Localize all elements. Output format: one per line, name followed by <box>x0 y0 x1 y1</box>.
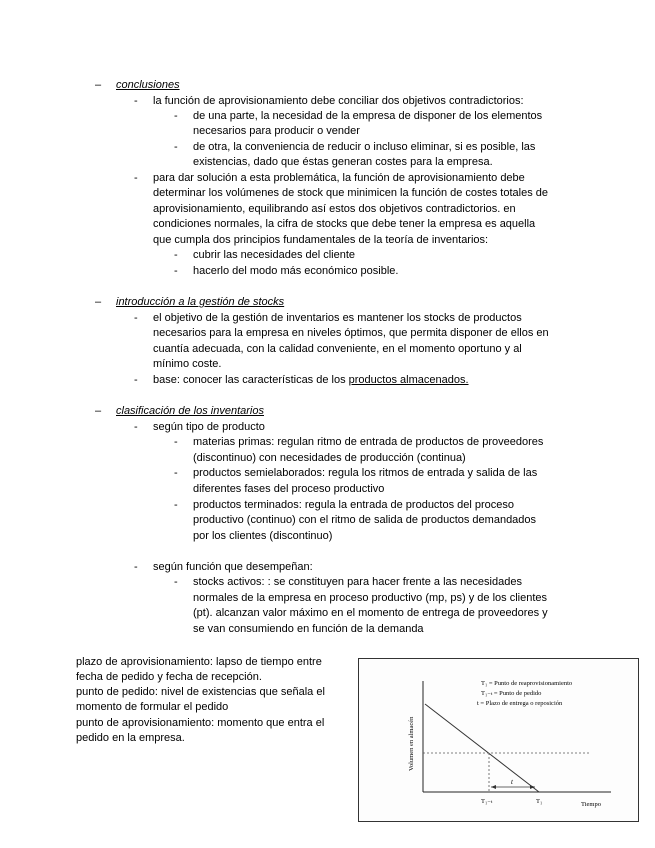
inventory-figure <box>358 658 639 822</box>
section-heading: clasificación de los inventarios <box>116 405 264 417</box>
legend-text: T₁₋ₜ = Punto de pedido <box>481 690 542 697</box>
definition-line: momento de formular el pedido <box>76 701 229 713</box>
list-item: cubrir las necesidades del cliente <box>193 249 356 261</box>
list-text: base: conocer las características de los <box>153 374 349 386</box>
list-item: normales de la empresa en proceso productivo (mp, ps) y de los clientes <box>193 592 548 604</box>
list-item: por los clientes (discontinuo) <box>193 530 333 542</box>
list-item: hacerlo del modo más económico posible. <box>193 265 399 277</box>
bullet-dash: - <box>174 436 178 448</box>
list-item: productos semielaborados: regula los ritmos de entrada y salida de las <box>193 467 538 479</box>
list-item: (pt). alcanzan valor máximo en el momento de entrega de proveedores y <box>193 607 548 619</box>
bullet-dash: - <box>134 374 138 386</box>
bullet-dash: - <box>174 249 178 261</box>
list-item: de otra, la conveniencia de reducir o incluso eliminar, si es posible, las <box>193 141 536 153</box>
definition-line: punto de pedido: nivel de existencias que señala el <box>76 686 325 698</box>
bullet-dash: - <box>134 312 138 324</box>
list-item: condiciones normales, la cifra de stocks que debe tener la empresa es aquella <box>153 218 536 230</box>
arrow-head <box>491 785 496 789</box>
list-item: (discontinuo) con necesidades de producción (continua) <box>193 452 466 464</box>
legend-text: t = Plazo de entrega o reposición <box>477 700 563 707</box>
productos-link[interactable]: productos almacenados. <box>348 374 469 386</box>
bullet-dash: - <box>134 95 138 107</box>
bullet-dash: - <box>174 110 178 122</box>
definition-line: pedido en la empresa. <box>76 732 185 744</box>
list-item <box>153 373 469 388</box>
bullet-dash: - <box>174 576 178 588</box>
list-item: necesarios para producir o vender <box>193 125 360 137</box>
bullet-dash: - <box>134 561 138 573</box>
list-item: mínimo coste. <box>153 358 222 370</box>
list-item: para dar solución a esta problemática, la función de aprovisionamiento debe <box>153 172 525 184</box>
bullet-dash: - <box>174 499 178 511</box>
list-item: la función de aprovisionamiento debe conciliar dos objetivos contradictorios: <box>153 95 524 107</box>
list-item: productivo (continuo) con el ritmo de salida de productos demandados <box>193 514 537 526</box>
list-item: según función que desempeñan: <box>153 561 313 573</box>
list-item: diferentes fases del proceso productivo <box>193 483 385 495</box>
list-item: existencias, dado que éstas generan costes para la empresa. <box>193 156 493 168</box>
list-item: de una parte, la necesidad de la empresa de disponer de los elementos <box>193 110 543 122</box>
list-item: el objetivo de la gestión de inventarios es mantener los stocks de productos <box>153 312 522 324</box>
bullet-dash: - <box>134 421 138 433</box>
list-item: necesarios para la empresa en niveles óptimos, que permita disponer de ellos en <box>153 327 549 339</box>
y-axis-label: Volumen en almacén <box>408 716 415 771</box>
list-item: materias primas: regulan ritmo de entrada de productos de proveedores <box>193 436 544 448</box>
x-axis-label: Tiempo <box>581 801 601 808</box>
definition-line: plazo de aprovisionamiento: lapso de tiempo entre <box>76 656 322 668</box>
tick-label: T₁ <box>536 798 543 805</box>
bullet-dash: – <box>95 296 102 308</box>
lead-time-label: t <box>511 778 513 786</box>
tick-label: T₁₋ₜ <box>481 798 493 805</box>
list-item: que cumpla dos principios fundamentales de la teoría de inventarios: <box>153 234 489 246</box>
list-item: según tipo de producto <box>153 421 265 433</box>
list-item: determinar los volúmenes de stock que minimicen la función de costes totales de <box>153 187 548 199</box>
stock-level-line <box>425 704 539 792</box>
section-heading: conclusiones <box>116 79 180 91</box>
bullet-dash: - <box>174 265 178 277</box>
definition-line: fecha de pedido y fecha de recepción. <box>76 671 262 683</box>
list-item: aprovisionamiento, equilibrando así estos dos objetivos contradictorios. en <box>153 203 516 215</box>
bullet-dash: - <box>134 172 138 184</box>
list-item: productos terminados: regula la entrada de productos del proceso <box>193 499 515 511</box>
definition-line: punto de aprovisionamiento: momento que entra el <box>76 717 325 729</box>
list-item: se van consumiendo en función de la demanda <box>193 623 424 635</box>
bullet-dash: – <box>95 79 102 91</box>
list-item: stocks activos: : se constituyen para hacer frente a las necesidades <box>193 576 522 588</box>
list-item: cuantía adecuada, con la calidad conveniente, en el momento oportuno y al <box>153 343 522 355</box>
section-heading: introducción a la gestión de stocks <box>116 296 285 308</box>
bullet-dash: - <box>174 467 178 479</box>
inventory-diagram <box>359 659 638 821</box>
legend-text: T₁ = Punto de reaprovisionamiento <box>481 680 573 687</box>
bullet-dash: - <box>174 141 178 153</box>
bullet-dash: – <box>95 405 102 417</box>
